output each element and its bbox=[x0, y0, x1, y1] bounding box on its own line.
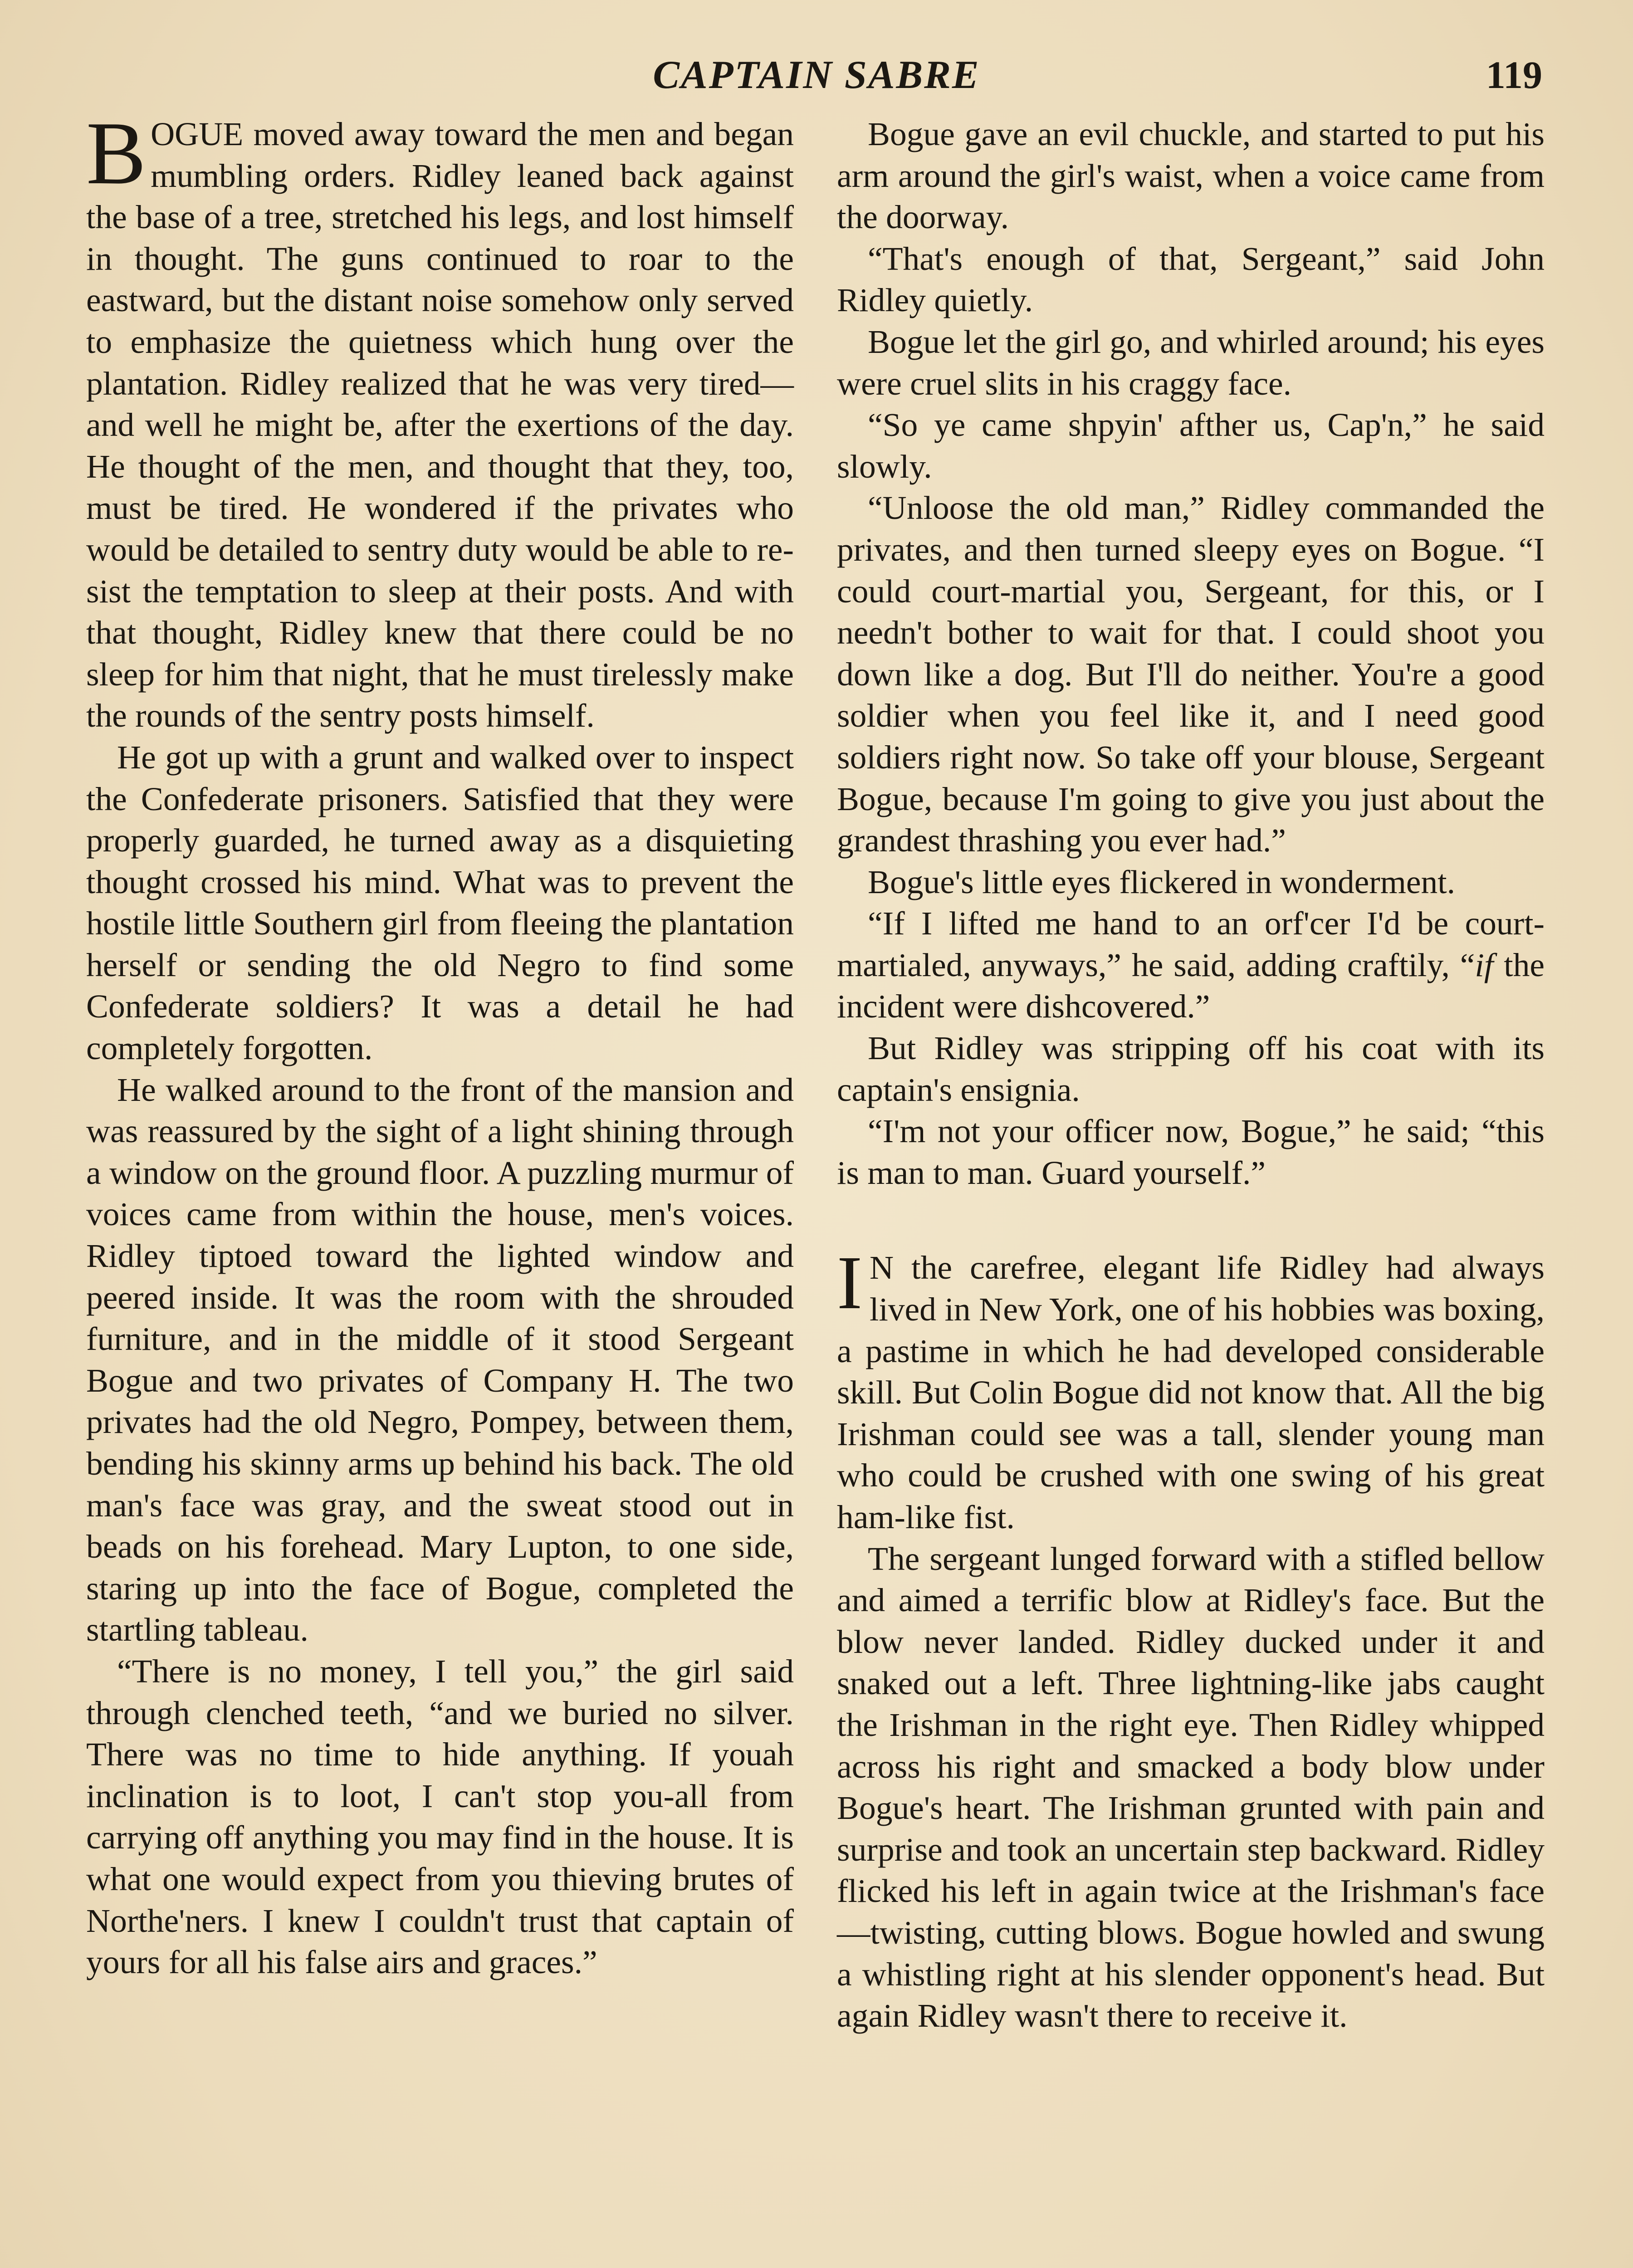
left-column bbox=[86, 103, 794, 1983]
running-header bbox=[0, 52, 1633, 107]
section-break bbox=[837, 1193, 1545, 1247]
paragraph: The sergeant lunged forward with a stifled bellow and aimed a terrific blow at Ridley's face. But the blow never landed. Ridley ducked under it and snaked out a left. Three lightning-like jabs caught the Irishman in the right eye. Then Ridley whipped across his right and smacked a body blow under Bogue's heart. The Irishman grunted with pain and surprise and took an uncertain step backward. Ridley flicked his left in again twice at the Irishman's face—twisting, cutting blows. Bogue howled and swung a whistling right at his slender opponent's head. But again Ridley wasn't there to receive it. bbox=[837, 1540, 1545, 2034]
right-column bbox=[837, 113, 1545, 2037]
drop-cap: B bbox=[86, 103, 147, 203]
paragraph bbox=[837, 903, 1545, 1027]
paragraph: “So ye came shpyin' afther us, Cap'n,” he said slowly. bbox=[837, 406, 1545, 485]
paragraph: But Ridley was stripping off his coat with its captain's ensignia. bbox=[837, 1030, 1545, 1108]
paragraph: He got up with a grunt and walked over to inspect the Confederate prisoners. Satisfied that they were properly guarded, he turned away as a disquieting thought crossed his mind. What was to prevent the hostile little Southern girl from fleeing the plantation herself or sending the old Negro to find some Confederate soldiers? It was a detail he had completely forgotten. bbox=[86, 738, 794, 1067]
paragraph: “Unloose the old man,” Ridley commanded the privates, and then turned sleepy eyes on Bogue. “I could court-martial you, Sergeant, for this, or I needn't bother to wait for that. I could shoot you down like a dog. But I'll do neither. You're a good soldier when you feel like it, and I need good soldiers right now. So take off your blouse, Sergeant Bogue, because I'm going to give you just about the grandest thrashing you ever had.” bbox=[837, 489, 1545, 859]
page-number: 119 bbox=[1486, 53, 1542, 97]
paragraph-text: OGUE moved away toward the men and began mumbling orders. Ridley leaned back against the base of a tree, stretched his legs, and lost himself in thought. The guns continued to roar to the eastward, but the distant noise somehow only served to emphasize the quietness which hung over the plantation. Ridley realized that he was very tired—and well he might be, after the exertions of the day. He thought of the men, and thought that they, too, must be tired. He wondered if the privates who would be detailed to sentry duty would be able to resist the temptation to sleep at their posts. And with that thought, Ridley knew that there could be no sleep for him that night, that he must tirelessly make the rounds of the sentry posts himself. bbox=[86, 116, 794, 734]
running-title: CAPTAIN SABRE bbox=[653, 53, 980, 97]
paragraph-text: “If I lifted me hand to an orf'cer I'd be court-martialed, anyways,” he said, adding craftily, “ bbox=[837, 905, 1545, 983]
paragraph: He walked around to the front of the mansion and was reassured by the sight of a light shining through a window on the ground floor. A puzzling murmur of voices came from within the house, men's voices. Ridley tiptoed toward the lighted window and peered inside. It was the room with the shrouded furniture, and in the middle of it stood Sergeant Bogue and two privates of Company H. The two privates had the old Negro, Pompey, between them, bending his skinny arms up behind his back. The old man's face was gray, and the sweat stood out in beads on his forehead. Mary Lupton, to one side, staring up into the face of Bogue, completed the startling tableau. bbox=[86, 1071, 794, 1648]
paragraph: Bogue gave an evil chuckle, and started to put his arm around the girl's waist, when a voice came from the doorway. bbox=[837, 116, 1545, 236]
paragraph: “There is no money, I tell you,” the girl said through clenched teeth, “and we buried no silver. There was no time to hide anything. If youah inclination is to loot, I can't stop you-all from carrying off anything you may find in the house. It is what one would expect from you thieving brutes of Northe'ners. I knew I couldn't trust that captain of yours for all his false airs and graces.” bbox=[86, 1652, 794, 1981]
paragraph: “That's enough of that, Sergeant,” said John Ridley quietly. bbox=[837, 240, 1545, 319]
paragraph-text: N the carefree, elegant life Ridley had always lived in New York, one of his hobbies was boxing, a pastime in which he had developed considerable skill. But Colin Bogue did not know that. All the big Irishman could see was a tall, slender young man who could be crushed with one swing of his great ham-like fist. bbox=[837, 1249, 1545, 1535]
paragraph: Bogue let the girl go, and whirled around; his eyes were cruel slits in his craggy face. bbox=[837, 323, 1545, 402]
paragraph bbox=[837, 1241, 1545, 1538]
drop-cap: I bbox=[837, 1241, 862, 1325]
paragraph: “I'm not your officer now, Bogue,” he said; “this is man to man. Guard yourself.” bbox=[837, 1113, 1545, 1191]
paragraph bbox=[86, 103, 794, 737]
paragraph-text: the incident were dishcovered.” bbox=[837, 946, 1545, 1025]
italic-word: if bbox=[1475, 946, 1494, 983]
paragraph: Bogue's little eyes flickered in wonderment. bbox=[868, 863, 1456, 900]
